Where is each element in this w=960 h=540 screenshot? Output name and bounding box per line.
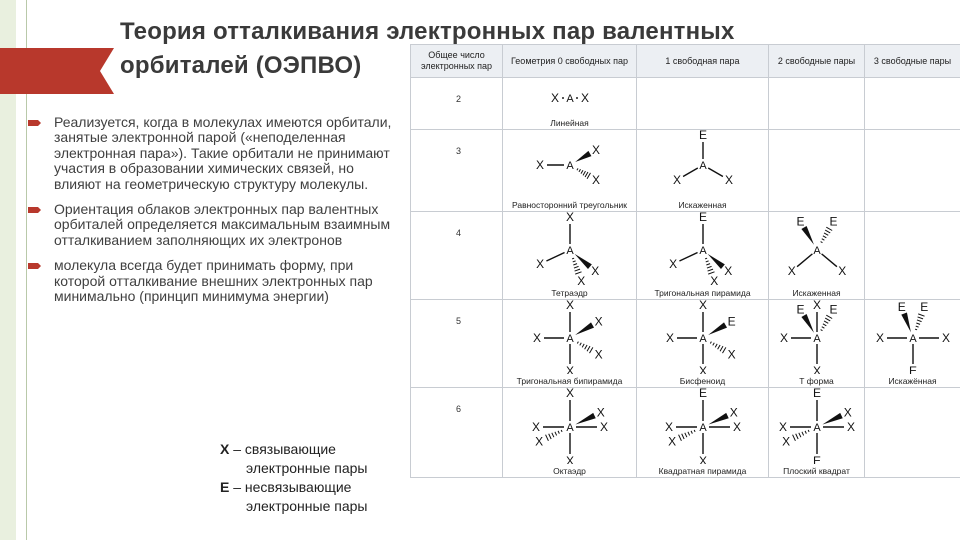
atom-x: X bbox=[565, 300, 574, 312]
atom-x: X bbox=[535, 158, 544, 172]
wedge-bond bbox=[575, 413, 595, 425]
geometry-cell bbox=[503, 300, 637, 388]
atom-x: X bbox=[698, 454, 707, 464]
molecule-diagram bbox=[867, 300, 959, 374]
geometry-cell bbox=[503, 212, 637, 300]
legend-e-text: – несвязывающие bbox=[229, 479, 352, 495]
atom-a: A bbox=[698, 422, 707, 434]
atom-x: X bbox=[843, 405, 852, 420]
dashed-bond bbox=[820, 227, 832, 243]
atom-x: X bbox=[532, 331, 541, 345]
pair-count-cell: 5 bbox=[411, 300, 503, 388]
dashed-bond bbox=[577, 342, 593, 354]
atom-x: X bbox=[550, 91, 559, 105]
atom-x: X bbox=[531, 420, 540, 434]
pair-count-cell: 4 bbox=[411, 212, 503, 300]
wedge-bond bbox=[822, 413, 842, 425]
geometry-caption: Линейная bbox=[550, 118, 589, 128]
atom-e: E bbox=[795, 302, 805, 317]
geometry-caption: Тригональная бипирамида bbox=[516, 376, 623, 386]
atom-x: X bbox=[724, 173, 733, 187]
legend-x-symbol: X bbox=[220, 441, 230, 457]
atom-a: A bbox=[565, 160, 574, 172]
atom-e: E bbox=[812, 454, 821, 464]
wedge-bond bbox=[575, 322, 594, 335]
atom-x: X bbox=[596, 405, 605, 420]
atom-x: X bbox=[727, 347, 736, 362]
atom-a: A bbox=[698, 245, 707, 257]
dashed-bond bbox=[792, 430, 809, 441]
bond-line bbox=[546, 253, 564, 261]
title-line-1: Теория отталкивания электронных пар валентных bbox=[120, 18, 735, 45]
atom-x: X bbox=[732, 420, 741, 434]
geometry-caption: Равносторонний треугольник bbox=[511, 200, 628, 210]
table-row bbox=[411, 130, 960, 212]
molecule-diagram bbox=[639, 130, 767, 198]
bullet-text: Ориентация облаков электронных пар валентных орбиталей определяется максимальным взаимным отталкиванием заполняющих их электронов bbox=[54, 201, 391, 248]
geometry-cell bbox=[503, 388, 637, 478]
bullet-text: молекула всегда будет принимать форму, при которой отталкивание внешних электронных пар минимально (принцип минимума энергии) bbox=[54, 257, 373, 305]
geometry-caption: Квадратная пирамида bbox=[658, 466, 747, 476]
table-row bbox=[411, 212, 960, 300]
molecule-diagram bbox=[505, 212, 635, 286]
molecule-diagram bbox=[505, 300, 635, 374]
table-row bbox=[411, 300, 960, 388]
atom-a: A bbox=[812, 422, 821, 434]
atom-x: X bbox=[941, 331, 950, 345]
molecule-diagram bbox=[505, 78, 635, 116]
legend-e-text-2: электронные пары bbox=[246, 498, 368, 514]
atom-e: E bbox=[828, 214, 838, 229]
atom-x: X bbox=[837, 264, 846, 279]
dashed-bond bbox=[576, 168, 590, 178]
atom-a: A bbox=[565, 422, 574, 434]
vsepr-table-container bbox=[410, 44, 960, 540]
atom-x: X bbox=[534, 434, 543, 449]
atom-x: X bbox=[591, 143, 600, 157]
atom-a: A bbox=[565, 93, 574, 105]
atom-e: E bbox=[919, 300, 928, 314]
legend-x-text: – связывающие bbox=[229, 441, 336, 457]
geometry-cell bbox=[637, 300, 769, 388]
bullet-text: Реализуется, когда в молекулах имеются орбитали, занятые электронной парой («неподеленная электронная пара»). Такие орбитали не принимают участия в образовании химических связей, но влияют на геометрическую структуру молекулы. bbox=[54, 114, 392, 192]
bond-line bbox=[679, 253, 697, 261]
atom-x: X bbox=[665, 331, 674, 345]
header-cell: 1 свободная пара bbox=[637, 45, 769, 78]
atom-a: A bbox=[565, 245, 574, 257]
geometry-cell bbox=[769, 78, 865, 130]
pair-count-cell: 6 bbox=[411, 388, 503, 478]
wedge-bond bbox=[901, 313, 911, 333]
atom-a: A bbox=[812, 333, 821, 345]
bond-line bbox=[708, 168, 723, 177]
atom-a: A bbox=[812, 245, 821, 257]
geometry-cell bbox=[865, 130, 960, 212]
bullet-arrow-icon bbox=[28, 206, 42, 214]
bullet-arrow-icon bbox=[28, 262, 42, 270]
bond-line bbox=[797, 254, 812, 267]
atom-x: X bbox=[698, 364, 707, 374]
geometry-cell bbox=[865, 300, 960, 388]
atom-x: X bbox=[672, 173, 681, 187]
atom-x: X bbox=[667, 434, 676, 449]
atom-e: E bbox=[828, 302, 838, 317]
atom-x: X bbox=[594, 347, 603, 362]
wedge-bond bbox=[801, 314, 814, 333]
dashed-bond bbox=[705, 258, 714, 274]
bullet-item bbox=[28, 258, 403, 304]
bond-line bbox=[821, 254, 836, 267]
bullet-list bbox=[28, 115, 403, 314]
geometry-caption: Плоский квадрат bbox=[783, 466, 850, 476]
atom-x: X bbox=[781, 434, 790, 449]
geometry-caption: Искаженная bbox=[792, 288, 841, 298]
atom-x: X bbox=[565, 454, 574, 464]
atom-x: X bbox=[778, 420, 787, 434]
atom-e: E bbox=[897, 300, 906, 314]
atom-x: X bbox=[565, 388, 574, 400]
atom-x: X bbox=[594, 314, 603, 329]
atom-x: X bbox=[846, 420, 855, 434]
wedge-bond bbox=[575, 151, 591, 162]
molecule-diagram bbox=[505, 130, 635, 198]
geometry-caption: Искаженная bbox=[678, 200, 727, 210]
atom-e: E bbox=[812, 388, 821, 400]
wedge-bond bbox=[708, 413, 728, 425]
wedge-bond bbox=[708, 322, 727, 335]
dashed-bond bbox=[572, 258, 581, 274]
atom-x: X bbox=[576, 274, 585, 286]
header-cell: Общее число электронных пар bbox=[411, 45, 503, 78]
geometry-cell bbox=[865, 388, 960, 478]
bullet-arrow-icon bbox=[28, 119, 42, 127]
atom-e: E bbox=[698, 388, 707, 400]
geometry-cell bbox=[637, 78, 769, 130]
title-accent-flag bbox=[0, 48, 114, 94]
atom-x: X bbox=[580, 91, 589, 105]
table-row bbox=[411, 388, 960, 478]
atom-a: A bbox=[908, 333, 917, 345]
molecule-diagram bbox=[771, 300, 863, 374]
bullet-item bbox=[28, 115, 403, 192]
dashed-bond bbox=[545, 430, 562, 441]
atom-e: E bbox=[727, 314, 736, 329]
atom-x: X bbox=[599, 420, 608, 434]
atom-x: X bbox=[787, 264, 796, 279]
molecule-diagram bbox=[771, 388, 863, 464]
atom-x: X bbox=[664, 420, 673, 434]
geometry-caption: Тетраэдр bbox=[551, 288, 588, 298]
geometry-cell bbox=[865, 78, 960, 130]
geometry-cell bbox=[769, 300, 865, 388]
geometry-caption: Тригональная пирамида bbox=[654, 288, 751, 298]
geometry-cell bbox=[637, 212, 769, 300]
geometry-cell bbox=[769, 130, 865, 212]
header-cell: Геометрия 0 свободных пар bbox=[503, 45, 637, 78]
bond-line bbox=[683, 168, 698, 177]
legend-x-text-2: электронные пары bbox=[246, 460, 368, 476]
molecule-diagram bbox=[639, 388, 767, 464]
atom-x: X bbox=[565, 212, 574, 224]
molecule-diagram bbox=[771, 212, 863, 286]
dashed-bond bbox=[820, 315, 832, 331]
legend-row-e bbox=[220, 478, 367, 497]
legend-row-x bbox=[220, 440, 367, 459]
geometry-caption: Т форма bbox=[799, 376, 834, 386]
atom-x: X bbox=[709, 274, 718, 286]
pair-count-cell: 3 bbox=[411, 130, 503, 212]
geometry-cell bbox=[637, 388, 769, 478]
header-cell: 2 свободные пары bbox=[769, 45, 865, 78]
atom-x: X bbox=[590, 264, 599, 279]
dashed-bond bbox=[915, 314, 924, 330]
molecule-diagram bbox=[505, 388, 635, 464]
atom-a: A bbox=[565, 333, 574, 345]
atom-e: E bbox=[698, 212, 707, 224]
geometry-cell bbox=[503, 130, 637, 212]
geometry-caption: Бисфеноид bbox=[679, 376, 726, 386]
dashed-bond bbox=[710, 342, 726, 354]
atom-x: X bbox=[812, 300, 821, 312]
molecule-diagram bbox=[639, 300, 767, 374]
atom-x: X bbox=[875, 331, 884, 345]
legend bbox=[220, 440, 367, 516]
atom-e: E bbox=[908, 364, 917, 374]
geometry-cell bbox=[503, 78, 637, 130]
pair-count-cell: 2 bbox=[411, 78, 503, 130]
atom-x: X bbox=[779, 331, 788, 345]
atom-e: E bbox=[698, 130, 707, 142]
geometry-cell bbox=[769, 388, 865, 478]
table-row bbox=[411, 78, 960, 130]
atom-x: X bbox=[729, 405, 738, 420]
dashed-bond bbox=[678, 430, 695, 441]
molecule-diagram bbox=[639, 212, 767, 286]
geometry-caption: Октаэдр bbox=[553, 466, 586, 476]
geometry-cell bbox=[637, 130, 769, 212]
atom-a: A bbox=[698, 160, 707, 172]
table-header-row bbox=[411, 45, 960, 78]
wedge-bond bbox=[801, 226, 814, 245]
atom-x: X bbox=[812, 364, 821, 374]
legend-e-symbol: E bbox=[220, 479, 230, 495]
geometry-caption: Искажённая bbox=[888, 376, 937, 386]
vsepr-table bbox=[410, 44, 960, 478]
geometry-cell bbox=[865, 212, 960, 300]
atom-x: X bbox=[565, 364, 574, 374]
header-cell: 3 свободные пары bbox=[865, 45, 960, 78]
atom-x: X bbox=[668, 256, 677, 271]
bullet-item bbox=[28, 202, 403, 248]
atom-x: X bbox=[535, 256, 544, 271]
geometry-cell bbox=[769, 212, 865, 300]
atom-a: A bbox=[698, 333, 707, 345]
atom-e: E bbox=[795, 214, 805, 229]
atom-x: X bbox=[698, 300, 707, 312]
atom-x: X bbox=[591, 173, 600, 187]
atom-x: X bbox=[723, 264, 732, 279]
title-line-2: орбиталей (ОЭПВО) bbox=[120, 52, 362, 79]
